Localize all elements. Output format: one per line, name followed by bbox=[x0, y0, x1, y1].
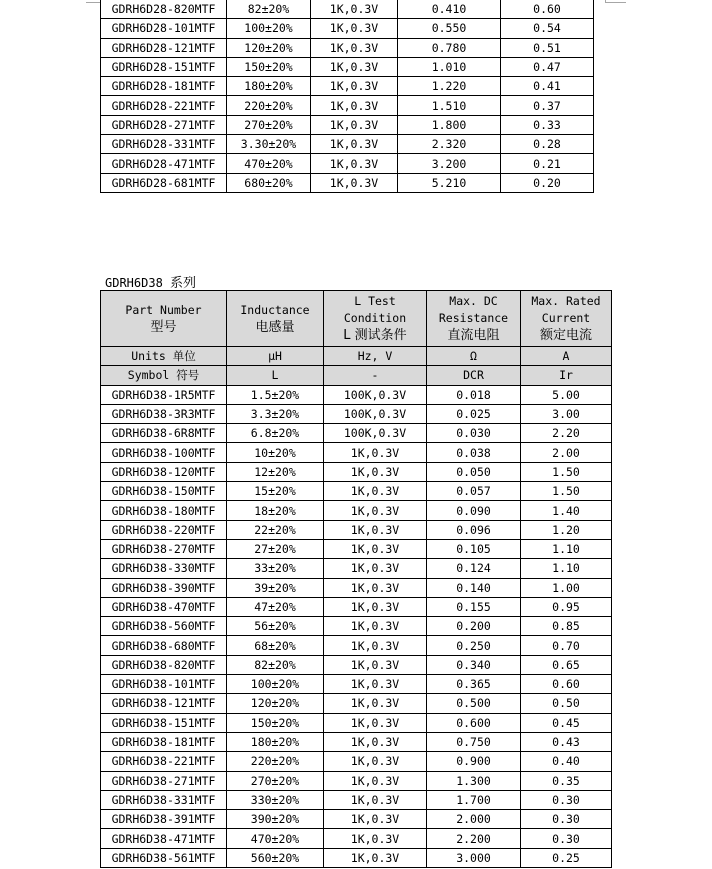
part-number-cell: GDRH6D28-221MTF bbox=[101, 96, 227, 115]
part-number-cell: GDRH6D28-471MTF bbox=[101, 154, 227, 173]
test-condition-cell: 1K,0.3V bbox=[324, 810, 427, 829]
rated-current-cell: 0.60 bbox=[521, 675, 612, 694]
dc-resistance-cell: 0.025 bbox=[427, 404, 521, 423]
symbol-row bbox=[101, 366, 612, 385]
table-row bbox=[101, 597, 612, 616]
rated-current-cell: 0.35 bbox=[521, 771, 612, 790]
part-number-cell: GDRH6D38-150MTF bbox=[101, 482, 227, 501]
table-row bbox=[101, 115, 594, 134]
inductance-cell: 390±20% bbox=[227, 810, 324, 829]
inductance-cell: 180±20% bbox=[227, 732, 324, 751]
test-condition-cell: 1K,0.3V bbox=[311, 77, 398, 96]
table-row bbox=[101, 501, 612, 520]
inductance-cell: 15±20% bbox=[227, 482, 324, 501]
rated-current-cell: 1.10 bbox=[521, 539, 612, 558]
inductance-cell: 120±20% bbox=[227, 694, 324, 713]
dc-resistance-cell: 0.030 bbox=[427, 424, 521, 443]
inductance-cell: 3.3±20% bbox=[227, 404, 324, 423]
table-row bbox=[101, 829, 612, 848]
dc-resistance-cell: 1.010 bbox=[398, 57, 501, 76]
inductance-cell: 39±20% bbox=[227, 578, 324, 597]
part-number-cell: GDRH6D28-271MTF bbox=[101, 115, 227, 134]
part-number-cell: GDRH6D38-151MTF bbox=[101, 713, 227, 732]
header-dc-resistance bbox=[427, 291, 521, 347]
table-row bbox=[101, 443, 612, 462]
test-condition-cell: 100K,0.3V bbox=[324, 385, 427, 404]
test-condition-cell: 1K,0.3V bbox=[311, 115, 398, 134]
header-cn: 型号 bbox=[150, 319, 177, 335]
rated-current-cell: 0.33 bbox=[501, 115, 594, 134]
dc-resistance-cell: 0.550 bbox=[398, 19, 501, 38]
table-row bbox=[101, 539, 612, 558]
part-number-cell: GDRH6D38-100MTF bbox=[101, 443, 227, 462]
header-row bbox=[101, 291, 612, 347]
table-row bbox=[101, 790, 612, 809]
inductance-cell: 6.8±20% bbox=[227, 424, 324, 443]
inductance-cell: 18±20% bbox=[227, 501, 324, 520]
rated-current-cell: 0.43 bbox=[521, 732, 612, 751]
rated-current-cell: 0.51 bbox=[501, 38, 594, 57]
table-row bbox=[101, 482, 612, 501]
rated-current-cell: 0.37 bbox=[501, 96, 594, 115]
unit-resistance: Ω bbox=[427, 347, 521, 366]
rated-current-cell: 1.20 bbox=[521, 520, 612, 539]
dc-resistance-cell: 0.365 bbox=[427, 675, 521, 694]
part-number-cell: GDRH6D28-820MTF bbox=[101, 0, 227, 19]
test-condition-cell: 1K,0.3V bbox=[324, 443, 427, 462]
test-condition-cell: 1K,0.3V bbox=[324, 539, 427, 558]
dc-resistance-cell: 2.000 bbox=[427, 810, 521, 829]
test-condition-cell: 100K,0.3V bbox=[324, 404, 427, 423]
table-row bbox=[101, 617, 612, 636]
test-condition-cell: 1K,0.3V bbox=[324, 771, 427, 790]
symbol-current: Ir bbox=[521, 366, 612, 385]
dc-resistance-cell: 0.140 bbox=[427, 578, 521, 597]
dc-resistance-cell: 0.750 bbox=[427, 732, 521, 751]
rated-current-cell: 0.28 bbox=[501, 135, 594, 154]
inductance-cell: 560±20% bbox=[227, 848, 324, 867]
dc-resistance-cell: 0.096 bbox=[427, 520, 521, 539]
rated-current-cell: 1.40 bbox=[521, 501, 612, 520]
inductance-cell: 68±20% bbox=[227, 636, 324, 655]
table-row bbox=[101, 38, 594, 57]
rated-current-cell: 3.00 bbox=[521, 404, 612, 423]
test-condition-cell: 100K,0.3V bbox=[324, 424, 427, 443]
table-row bbox=[101, 578, 612, 597]
table-row bbox=[101, 0, 594, 19]
part-number-cell: GDRH6D28-121MTF bbox=[101, 38, 227, 57]
part-number-cell: GDRH6D38-331MTF bbox=[101, 790, 227, 809]
rated-current-cell: 5.00 bbox=[521, 385, 612, 404]
test-condition-cell: 1K,0.3V bbox=[311, 135, 398, 154]
table-row bbox=[101, 424, 612, 443]
inductance-cell: 82±20% bbox=[227, 655, 324, 674]
table-row bbox=[101, 636, 612, 655]
header-en: Inductance bbox=[240, 302, 310, 317]
part-number-cell: GDRH6D38-680MTF bbox=[101, 636, 227, 655]
rated-current-cell: 2.00 bbox=[521, 443, 612, 462]
header-cn: 电感量 bbox=[255, 319, 295, 335]
test-condition-cell: 1K,0.3V bbox=[324, 848, 427, 867]
test-condition-cell: 1K,0.3V bbox=[311, 96, 398, 115]
test-condition-cell: 1K,0.3V bbox=[324, 694, 427, 713]
inductance-cell: 33±20% bbox=[227, 559, 324, 578]
rated-current-cell: 0.20 bbox=[501, 173, 594, 192]
rated-current-cell: 0.54 bbox=[501, 19, 594, 38]
table-row bbox=[101, 173, 594, 192]
table-row bbox=[101, 675, 612, 694]
test-condition-cell: 1K,0.3V bbox=[324, 520, 427, 539]
test-condition-cell: 1K,0.3V bbox=[324, 559, 427, 578]
table-row bbox=[101, 732, 612, 751]
rated-current-cell: 1.50 bbox=[521, 482, 612, 501]
part-number-cell: GDRH6D38-330MTF bbox=[101, 559, 227, 578]
dc-resistance-cell: 0.018 bbox=[427, 385, 521, 404]
part-number-cell: GDRH6D28-151MTF bbox=[101, 57, 227, 76]
header-inductance bbox=[227, 291, 324, 347]
table-row bbox=[101, 154, 594, 173]
series-code: GDRH6D38 bbox=[105, 276, 163, 290]
rated-current-cell: 0.47 bbox=[501, 57, 594, 76]
test-condition-cell: 1K,0.3V bbox=[324, 501, 427, 520]
test-condition-cell: 1K,0.3V bbox=[311, 173, 398, 192]
inductance-cell: 120±20% bbox=[227, 38, 311, 57]
header-cn: L 测试条件 bbox=[343, 328, 407, 343]
rated-current-cell: 0.30 bbox=[521, 810, 612, 829]
header-en-2: Condition bbox=[343, 311, 407, 325]
header-en: Max. DC bbox=[449, 294, 498, 308]
rated-current-cell: 0.40 bbox=[521, 752, 612, 771]
header-test-condition bbox=[324, 291, 427, 347]
dc-resistance-cell: 1.510 bbox=[398, 96, 501, 115]
dc-resistance-cell: 1.800 bbox=[398, 115, 501, 134]
rated-current-cell: 0.60 bbox=[501, 0, 594, 19]
test-condition-cell: 1K,0.3V bbox=[311, 57, 398, 76]
test-condition-cell: 1K,0.3V bbox=[324, 636, 427, 655]
dc-resistance-cell: 0.057 bbox=[427, 482, 521, 501]
dc-resistance-cell: 1.220 bbox=[398, 77, 501, 96]
part-number-cell: GDRH6D28-331MTF bbox=[101, 135, 227, 154]
rated-current-cell: 0.85 bbox=[521, 617, 612, 636]
rated-current-cell: 0.95 bbox=[521, 597, 612, 616]
part-number-cell: GDRH6D38-1R5MTF bbox=[101, 385, 227, 404]
table-row bbox=[101, 655, 612, 674]
inductance-cell: 47±20% bbox=[227, 597, 324, 616]
inductance-cell: 270±20% bbox=[227, 771, 324, 790]
part-number-cell: GDRH6D38-270MTF bbox=[101, 539, 227, 558]
test-condition-cell: 1K,0.3V bbox=[324, 829, 427, 848]
inductance-cell: 680±20% bbox=[227, 173, 311, 192]
rated-current-cell: 1.10 bbox=[521, 559, 612, 578]
part-number-cell: GDRH6D38-471MTF bbox=[101, 829, 227, 848]
table-row bbox=[101, 57, 594, 76]
series-suffix: 系列 bbox=[170, 276, 197, 291]
series-title bbox=[105, 272, 196, 291]
rated-current-cell: 0.25 bbox=[521, 848, 612, 867]
rated-current-cell: 2.20 bbox=[521, 424, 612, 443]
units-row bbox=[101, 347, 612, 366]
symbol-inductance: L bbox=[227, 366, 324, 385]
rated-current-cell: 0.65 bbox=[521, 655, 612, 674]
dc-resistance-cell: 0.090 bbox=[427, 501, 521, 520]
inductance-cell: 330±20% bbox=[227, 790, 324, 809]
inductance-cell: 1.5±20% bbox=[227, 385, 324, 404]
unit-test-condition: Hz, V bbox=[324, 347, 427, 366]
part-number-cell: GDRH6D38-390MTF bbox=[101, 578, 227, 597]
part-number-cell: GDRH6D38-391MTF bbox=[101, 810, 227, 829]
inductance-cell: 470±20% bbox=[227, 154, 311, 173]
header-en-2: Resistance bbox=[438, 311, 509, 325]
table-row bbox=[101, 559, 612, 578]
dc-resistance-cell: 0.410 bbox=[398, 0, 501, 19]
test-condition-cell: 1K,0.3V bbox=[324, 578, 427, 597]
table-row bbox=[101, 848, 612, 867]
inductance-cell: 270±20% bbox=[227, 115, 311, 134]
part-number-cell: GDRH6D28-101MTF bbox=[101, 19, 227, 38]
inductance-cell: 3.30±20% bbox=[227, 135, 311, 154]
test-condition-cell: 1K,0.3V bbox=[324, 655, 427, 674]
part-number-cell: GDRH6D38-180MTF bbox=[101, 501, 227, 520]
header-cn: 直流电阻 bbox=[447, 328, 500, 343]
part-number-cell: GDRH6D38-3R3MTF bbox=[101, 404, 227, 423]
dc-resistance-cell: 2.200 bbox=[427, 829, 521, 848]
symbol-test-condition: - bbox=[324, 366, 427, 385]
rated-current-cell: 0.21 bbox=[501, 154, 594, 173]
part-number-cell: GDRH6D38-220MTF bbox=[101, 520, 227, 539]
table-row bbox=[101, 404, 612, 423]
dc-resistance-cell: 3.000 bbox=[427, 848, 521, 867]
part-number-cell: GDRH6D38-820MTF bbox=[101, 655, 227, 674]
test-condition-cell: 1K,0.3V bbox=[311, 154, 398, 173]
part-number-cell: GDRH6D38-221MTF bbox=[101, 752, 227, 771]
test-condition-cell: 1K,0.3V bbox=[324, 790, 427, 809]
inductance-cell: 100±20% bbox=[227, 19, 311, 38]
table-row bbox=[101, 77, 594, 96]
rated-current-cell: 0.70 bbox=[521, 636, 612, 655]
header-en: Part Number bbox=[125, 302, 202, 317]
rated-current-cell: 0.30 bbox=[521, 829, 612, 848]
inductance-cell: 220±20% bbox=[227, 96, 311, 115]
test-condition-cell: 1K,0.3V bbox=[324, 462, 427, 481]
table-row bbox=[101, 771, 612, 790]
inductance-cell: 12±20% bbox=[227, 462, 324, 481]
table-row bbox=[101, 520, 612, 539]
rated-current-cell: 1.50 bbox=[521, 462, 612, 481]
rated-current-cell: 0.50 bbox=[521, 694, 612, 713]
part-number-cell: GDRH6D38-560MTF bbox=[101, 617, 227, 636]
inductance-cell: 220±20% bbox=[227, 752, 324, 771]
test-condition-cell: 1K,0.3V bbox=[324, 482, 427, 501]
part-number-cell: GDRH6D38-561MTF bbox=[101, 848, 227, 867]
inductance-cell: 10±20% bbox=[227, 443, 324, 462]
rated-current-cell: 1.00 bbox=[521, 578, 612, 597]
part-number-cell: GDRH6D38-271MTF bbox=[101, 771, 227, 790]
test-condition-cell: 1K,0.3V bbox=[324, 617, 427, 636]
inductance-cell: 56±20% bbox=[227, 617, 324, 636]
header-part-number bbox=[101, 291, 227, 347]
part-number-cell: GDRH6D38-6R8MTF bbox=[101, 424, 227, 443]
rated-current-cell: 0.45 bbox=[521, 713, 612, 732]
table-row bbox=[101, 462, 612, 481]
dc-resistance-cell: 2.320 bbox=[398, 135, 501, 154]
table-row bbox=[101, 96, 594, 115]
table-row bbox=[101, 810, 612, 829]
test-condition-cell: 1K,0.3V bbox=[324, 752, 427, 771]
test-condition-cell: 1K,0.3V bbox=[311, 0, 398, 19]
test-condition-cell: 1K,0.3V bbox=[324, 732, 427, 751]
test-condition-cell: 1K,0.3V bbox=[311, 38, 398, 57]
part-number-cell: GDRH6D38-101MTF bbox=[101, 675, 227, 694]
dc-resistance-cell: 0.500 bbox=[427, 694, 521, 713]
inductance-cell: 180±20% bbox=[227, 77, 311, 96]
units-label: Units 单位 bbox=[101, 347, 227, 366]
dc-resistance-cell: 1.300 bbox=[427, 771, 521, 790]
test-condition-cell: 1K,0.3V bbox=[324, 597, 427, 616]
inductance-cell: 150±20% bbox=[227, 57, 311, 76]
page-corner-mark-left bbox=[86, 0, 100, 3]
test-condition-cell: 1K,0.3V bbox=[324, 713, 427, 732]
symbol-label: Symbol 符号 bbox=[101, 366, 227, 385]
dc-resistance-cell: 0.250 bbox=[427, 636, 521, 655]
dc-resistance-cell: 0.600 bbox=[427, 713, 521, 732]
inductance-cell: 470±20% bbox=[227, 829, 324, 848]
part-number-cell: GDRH6D28-181MTF bbox=[101, 77, 227, 96]
table-row bbox=[101, 135, 594, 154]
gdrh6d28-spec-table bbox=[100, 0, 594, 193]
header-en: L Test bbox=[354, 294, 396, 308]
inductance-cell: 22±20% bbox=[227, 520, 324, 539]
dc-resistance-cell: 0.340 bbox=[427, 655, 521, 674]
table-row bbox=[101, 752, 612, 771]
test-condition-cell: 1K,0.3V bbox=[311, 19, 398, 38]
dc-resistance-cell: 0.900 bbox=[427, 752, 521, 771]
test-condition-cell: 1K,0.3V bbox=[324, 675, 427, 694]
part-number-cell: GDRH6D38-470MTF bbox=[101, 597, 227, 616]
part-number-cell: GDRH6D38-120MTF bbox=[101, 462, 227, 481]
header-en: Max. Rated bbox=[531, 294, 601, 308]
dc-resistance-cell: 0.105 bbox=[427, 539, 521, 558]
dc-resistance-cell: 0.200 bbox=[427, 617, 521, 636]
table-row bbox=[101, 385, 612, 404]
inductance-cell: 150±20% bbox=[227, 713, 324, 732]
header-rated-current bbox=[521, 291, 612, 347]
inductance-cell: 27±20% bbox=[227, 539, 324, 558]
part-number-cell: GDRH6D38-121MTF bbox=[101, 694, 227, 713]
symbol-resistance: DCR bbox=[427, 366, 521, 385]
inductance-cell: 100±20% bbox=[227, 675, 324, 694]
part-number-cell: GDRH6D28-681MTF bbox=[101, 173, 227, 192]
header-en-2: Current bbox=[541, 311, 591, 325]
unit-current: A bbox=[521, 347, 612, 366]
header-cn: 额定电流 bbox=[539, 328, 592, 343]
rated-current-cell: 0.41 bbox=[501, 77, 594, 96]
rated-current-cell: 0.30 bbox=[521, 790, 612, 809]
dc-resistance-cell: 0.124 bbox=[427, 559, 521, 578]
table-row bbox=[101, 713, 612, 732]
table-row bbox=[101, 19, 594, 38]
inductance-cell: 82±20% bbox=[227, 0, 311, 19]
part-number-cell: GDRH6D38-181MTF bbox=[101, 732, 227, 751]
dc-resistance-cell: 0.050 bbox=[427, 462, 521, 481]
unit-inductance: μH bbox=[227, 347, 324, 366]
dc-resistance-cell: 5.210 bbox=[398, 173, 501, 192]
table-row bbox=[101, 694, 612, 713]
dc-resistance-cell: 0.038 bbox=[427, 443, 521, 462]
dc-resistance-cell: 0.155 bbox=[427, 597, 521, 616]
dc-resistance-cell: 3.200 bbox=[398, 154, 501, 173]
gdrh6d38-spec-table bbox=[100, 290, 612, 868]
page-corner-mark-right bbox=[605, 0, 626, 3]
dc-resistance-cell: 1.700 bbox=[427, 790, 521, 809]
dc-resistance-cell: 0.780 bbox=[398, 38, 501, 57]
